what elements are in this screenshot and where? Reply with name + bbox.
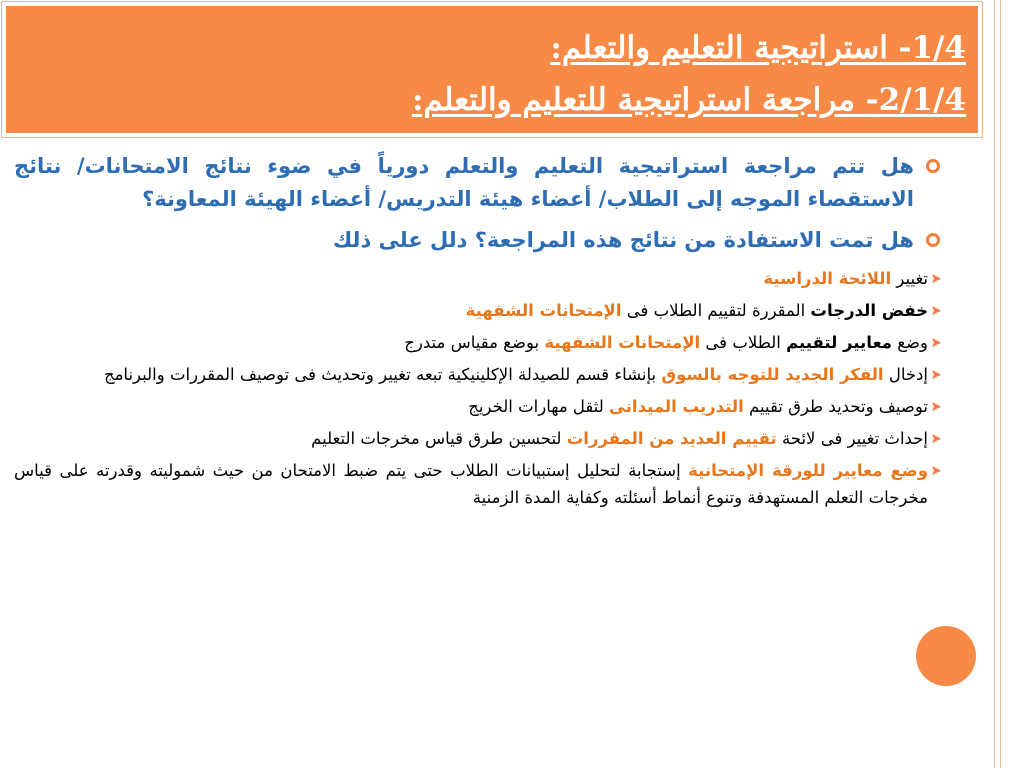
list-item: ➤ وضع معايير للورقة الإمتحانية إستجابة لتحليل إستبيانات الطلاب حتى يتم ضبط الامتحان من حيث شموليته وقدرته على قياس مخرجات التعلم المستهدفة وتنوع أنماط أسئلته وكفاية المدة الزمنية (14, 457, 942, 511)
arrow-bullet-icon: ➤ (930, 463, 942, 479)
arrow-bullet-icon: ➤ (930, 431, 942, 447)
circle-bullet-icon (926, 233, 940, 247)
list-item: ➤ تغيير اللائحة الدراسية (14, 265, 942, 292)
question-1: هل تتم مراجعة استراتيجية التعليم والتعلم دورياً في ضوء نتائج الامتحانات/ نتائج الاستقصاء الموجه إلى الطلاب/ أعضاء هيئة التدريس/ أعضاء الهيئة المعاونة؟ (14, 150, 942, 216)
slide-content (14, 150, 942, 516)
title-line-1: 1/4- استراتيجية التعليم والتعلم: (550, 30, 966, 66)
decorative-circle (916, 626, 976, 686)
frame-line (1000, 0, 1001, 768)
list-item: ➤ توصيف وتحديد طرق تقييم التدريب الميدانى لثقل مهارات الخريج (14, 393, 942, 420)
arrow-bullet-icon: ➤ (930, 367, 942, 383)
list-item: ➤ وضع معايير لتقييم الطلاب فى الإمتحانات الشفهية بوضع مقياس متدرج (14, 329, 942, 356)
arrow-bullet-icon: ➤ (930, 399, 942, 415)
question-2: هل تمت الاستفادة من نتائج هذه المراجعة؟ دلل على ذلك (14, 224, 942, 257)
arrow-bullet-icon: ➤ (930, 335, 942, 351)
list-item: ➤ خفض الدرجات المقررة لتقييم الطلاب فى الإمتحانات الشفهية (14, 297, 942, 324)
arrow-bullet-icon: ➤ (930, 271, 942, 287)
title-line-2: 2/1/4- مراجعة استراتيجية للتعليم والتعلم: (411, 82, 966, 118)
title-banner (6, 6, 978, 133)
frame-line (994, 0, 995, 768)
list-item: ➤ إدخال الفكر الجديد للتوجه بالسوق بإنشاء قسم للصيدلة الإكلينيكية تبعه تغيير وتحديث فى توصيف المقررات والبرنامج (14, 361, 942, 388)
circle-bullet-icon (926, 159, 940, 173)
list-item: ➤ إحداث تغيير فى لائحة تقييم العديد من المقررات لتحسين طرق قياس مخرجات التعليم (14, 425, 942, 452)
arrow-bullet-icon: ➤ (930, 303, 942, 319)
